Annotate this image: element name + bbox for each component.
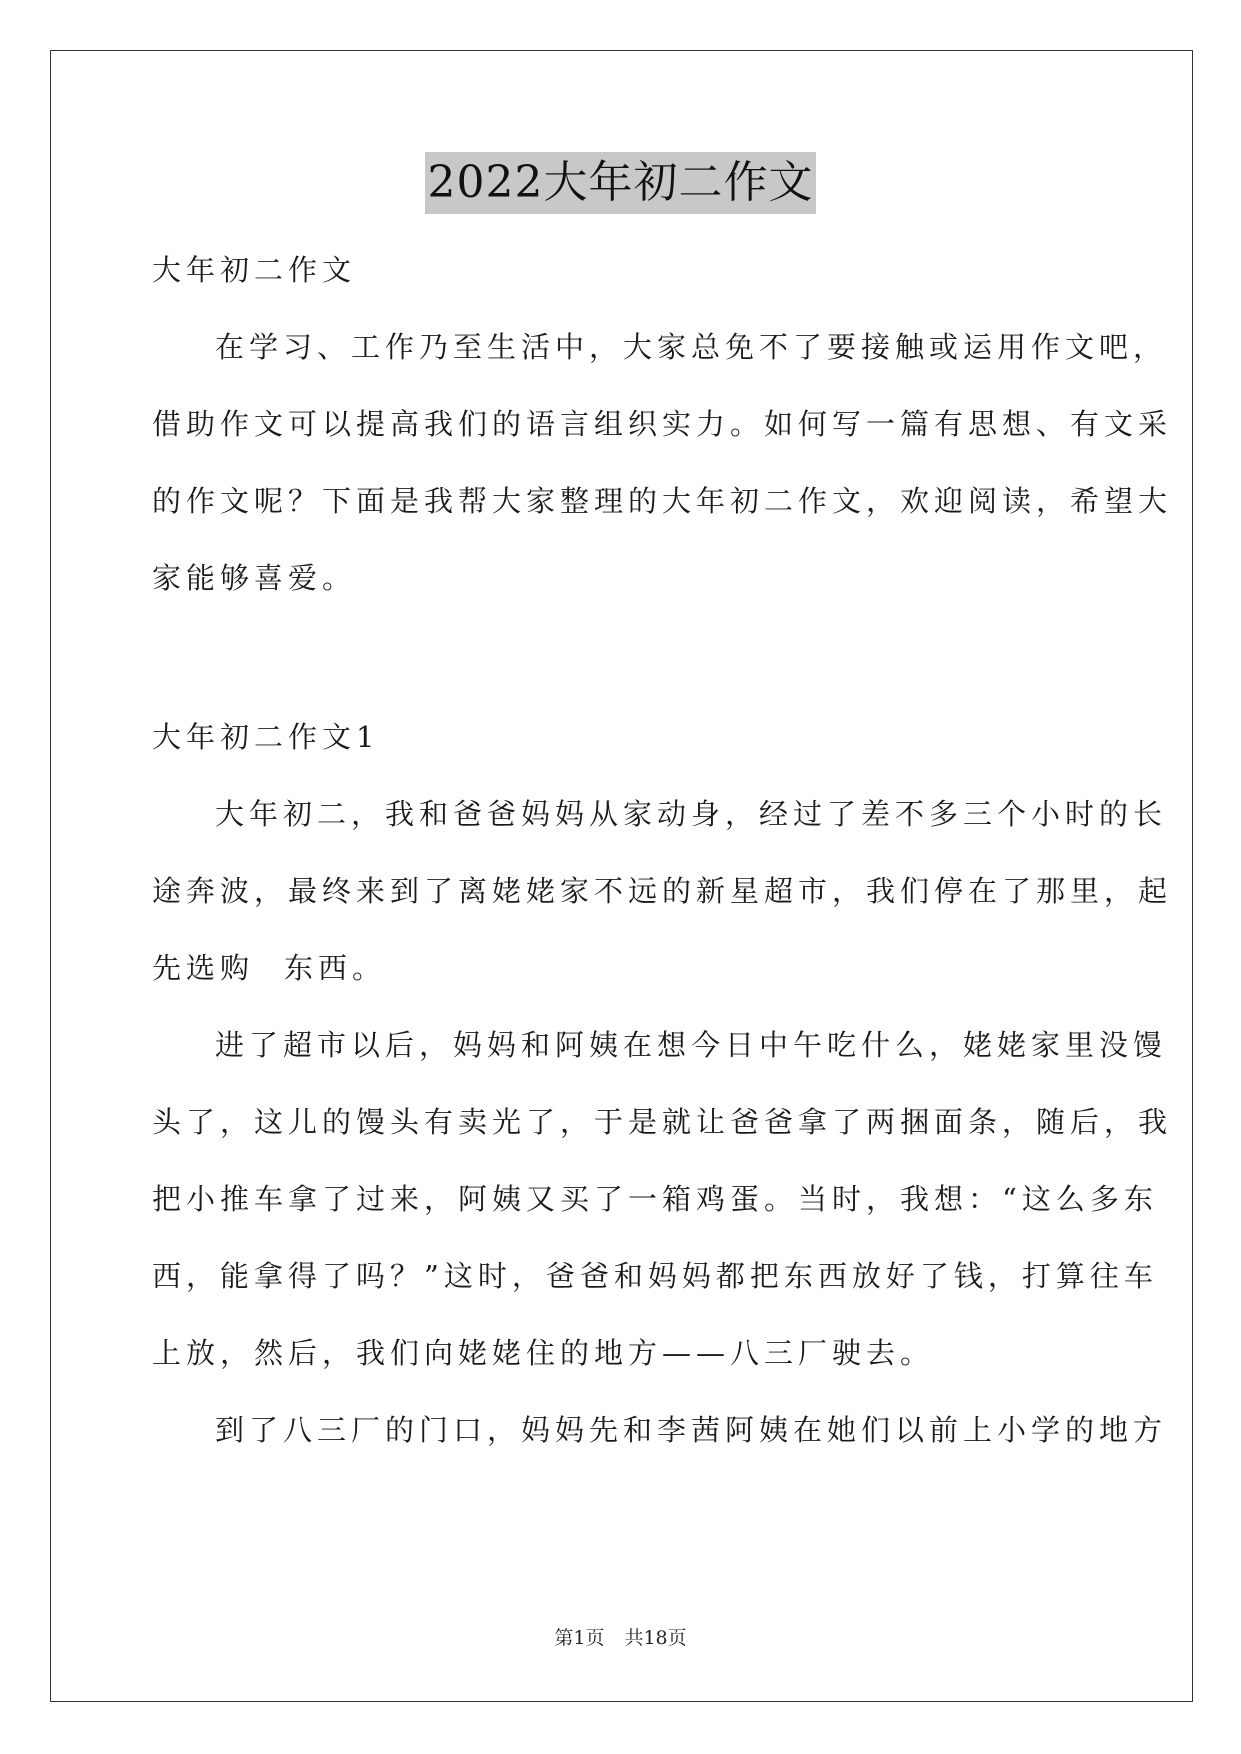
paragraph-line: 把小推车拿了过来，阿姨又买了一箱鸡蛋。当时，我想：“这么多东: [152, 1182, 1158, 1216]
paragraph-line: 大年初二，我和爸爸妈妈从家动身，经过了差不多三个小时的长: [215, 797, 1168, 831]
title-area: [0, 152, 1241, 214]
intro-heading: 大年初二作文: [152, 253, 357, 287]
page-number: 第1页: [554, 1627, 605, 1649]
page-footer: [0, 1623, 1241, 1650]
paragraph-line: 西，能拿得了吗？”这时，爸爸和妈妈都把东西放好了钱，打算往车: [152, 1259, 1158, 1293]
paragraph-line: [152, 930, 1092, 1007]
page-total: 共18页: [624, 1627, 687, 1649]
section-gap: [152, 617, 1092, 699]
paragraph-line: 头了，这儿的馒头有卖光了，于是就让爸爸拿了两捆面条，随后，我: [152, 1105, 1173, 1139]
paragraph-line: 的作文呢？下面是我帮大家整理的大年初二作文，欢迎阅读，希望大: [152, 484, 1173, 518]
section-heading: 大年初二作文1: [152, 720, 380, 754]
document-title: 2022大年初二作文: [425, 152, 817, 214]
document-body: [152, 232, 1173, 1469]
paragraph-line: 家能够喜爱。: [152, 561, 357, 595]
paragraph-text: 东西。: [284, 951, 387, 985]
paragraph-line: 上放，然后，我们向姥姥住的地方——八三厂驶去。: [152, 1336, 935, 1370]
paragraph-line: 借助作文可以提高我们的语言组织实力。如何写一篇有思想、有文采: [152, 407, 1173, 441]
paragraph-text: 先选购: [152, 951, 255, 985]
paragraph-line: 途奔波，最终来到了离姥姥家不远的新星超市，我们停在了那里，起: [152, 874, 1173, 908]
paragraph-line: 到了八三厂的门口，妈妈先和李茜阿姨在她们以前上小学的地方: [215, 1413, 1168, 1447]
paragraph-line: 进了超市以后，妈妈和阿姨在想今日中午吃什么，姥姥家里没馒: [215, 1028, 1168, 1062]
paragraph-line: 在学习、工作乃至生活中，大家总免不了要接触或运用作文吧，: [215, 330, 1168, 364]
